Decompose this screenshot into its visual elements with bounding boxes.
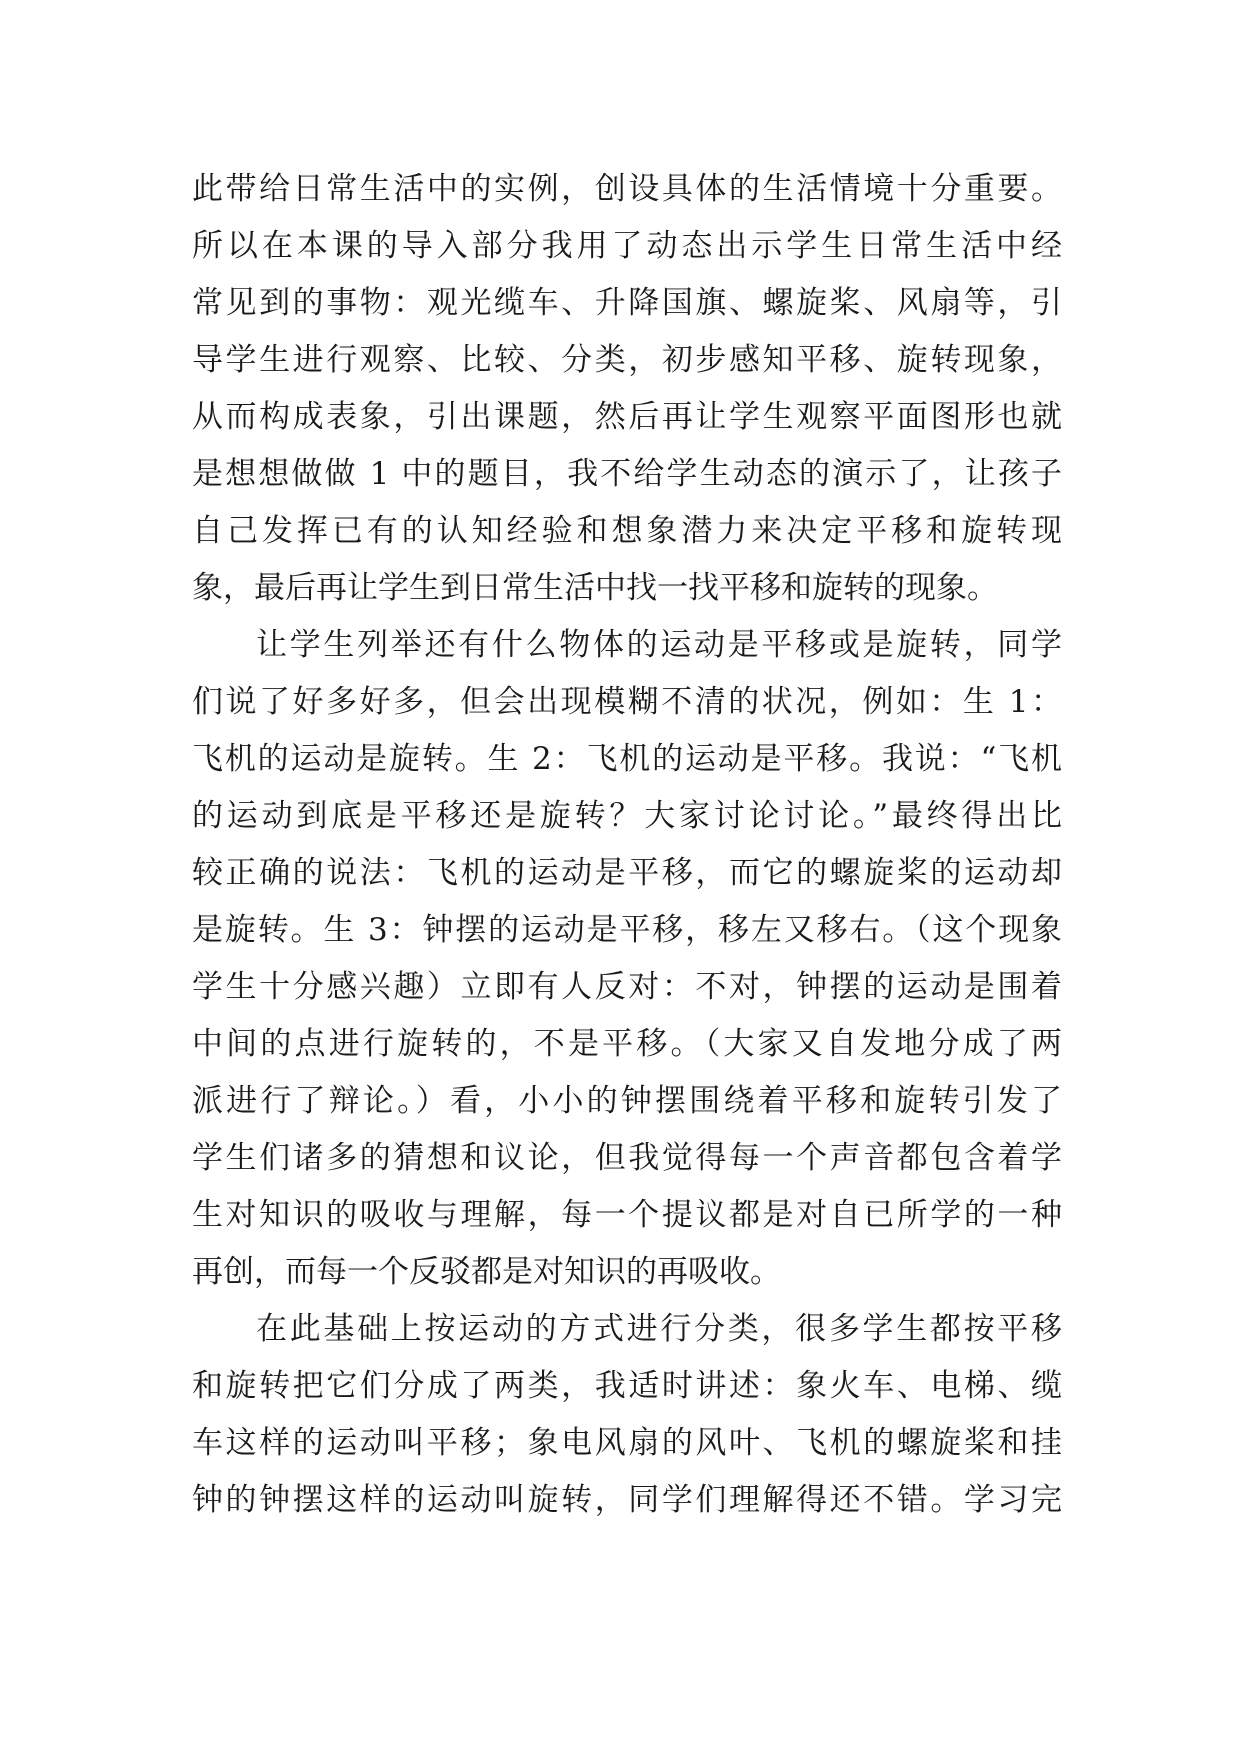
text-line: 象，最后再让学生到日常生活中找一找平移和旋转的现象。 xyxy=(192,570,998,606)
text-line: 是想想做做 1 中的题目，我不给学生动态的演示了，让孩子 xyxy=(192,456,1062,492)
paragraph xyxy=(192,161,1062,617)
text-line: 飞机的运动是旋转。生 2：飞机的运动是平移。我说：“飞机 xyxy=(192,741,1062,777)
text-line: 较正确的说法：飞机的运动是平移，而它的螺旋桨的运动却 xyxy=(192,855,1062,891)
text-line: 钟的钟摆这样的运动叫旋转，同学们理解得还不错。学习完 xyxy=(192,1482,1062,1518)
text-line: 所以在本课的导入部分我用了动态出示学生日常生活中经 xyxy=(192,228,1062,264)
text-line: 中间的点进行旋转的，不是平移。（大家又自发地分成了两 xyxy=(192,1026,1062,1062)
text-line: 车这样的运动叫平移；象电风扇的风叶、飞机的螺旋桨和挂 xyxy=(192,1425,1062,1461)
text-line: 在此基础上按运动的方式进行分类，很多学生都按平移 xyxy=(256,1311,1062,1347)
paragraph xyxy=(192,1301,1062,1529)
text-line: 此带给日常生活中的实例，创设具体的生活情境十分重要。 xyxy=(192,171,1062,207)
text-line: 们说了好多好多，但会出现模糊不清的状况，例如：生 1： xyxy=(192,684,1062,720)
text-line: 让学生列举还有什么物体的运动是平移或是旋转，同学 xyxy=(256,627,1062,663)
text-line: 常见到的事物：观光缆车、升降国旗、螺旋桨、风扇等，引 xyxy=(192,285,1062,321)
text-line: 生对知识的吸收与理解，每一个提议都是对自已所学的一种 xyxy=(192,1197,1062,1233)
text-line: 导学生进行观察、比较、分类，初步感知平移、旋转现象， xyxy=(192,342,1062,378)
text-line: 的运动到底是平移还是旋转？大家讨论讨论。”最终得出比 xyxy=(192,798,1062,834)
text-line: 自己发挥已有的认知经验和想象潜力来决定平移和旋转现 xyxy=(192,513,1062,549)
body-text xyxy=(192,161,1062,1529)
text-line: 从而构成表象，引出课题，然后再让学生观察平面图形也就 xyxy=(192,399,1062,435)
text-line: 学生们诸多的猜想和议论，但我觉得每一个声音都包含着学 xyxy=(192,1140,1062,1176)
paragraph xyxy=(192,617,1062,1301)
text-line: 再创，而每一个反驳都是对知识的再吸收。 xyxy=(192,1254,781,1290)
text-line: 学生十分感兴趣）立即有人反对：不对，钟摆的运动是围着 xyxy=(192,969,1062,1005)
text-line: 是旋转。生 3：钟摆的运动是平移，移左又移右。（这个现象 xyxy=(192,912,1062,948)
text-line: 和旋转把它们分成了两类，我适时讲述：象火车、电梯、缆 xyxy=(192,1368,1062,1404)
text-line: 派进行了辩论。）看，小小的钟摆围绕着平移和旋转引发了 xyxy=(192,1083,1062,1119)
